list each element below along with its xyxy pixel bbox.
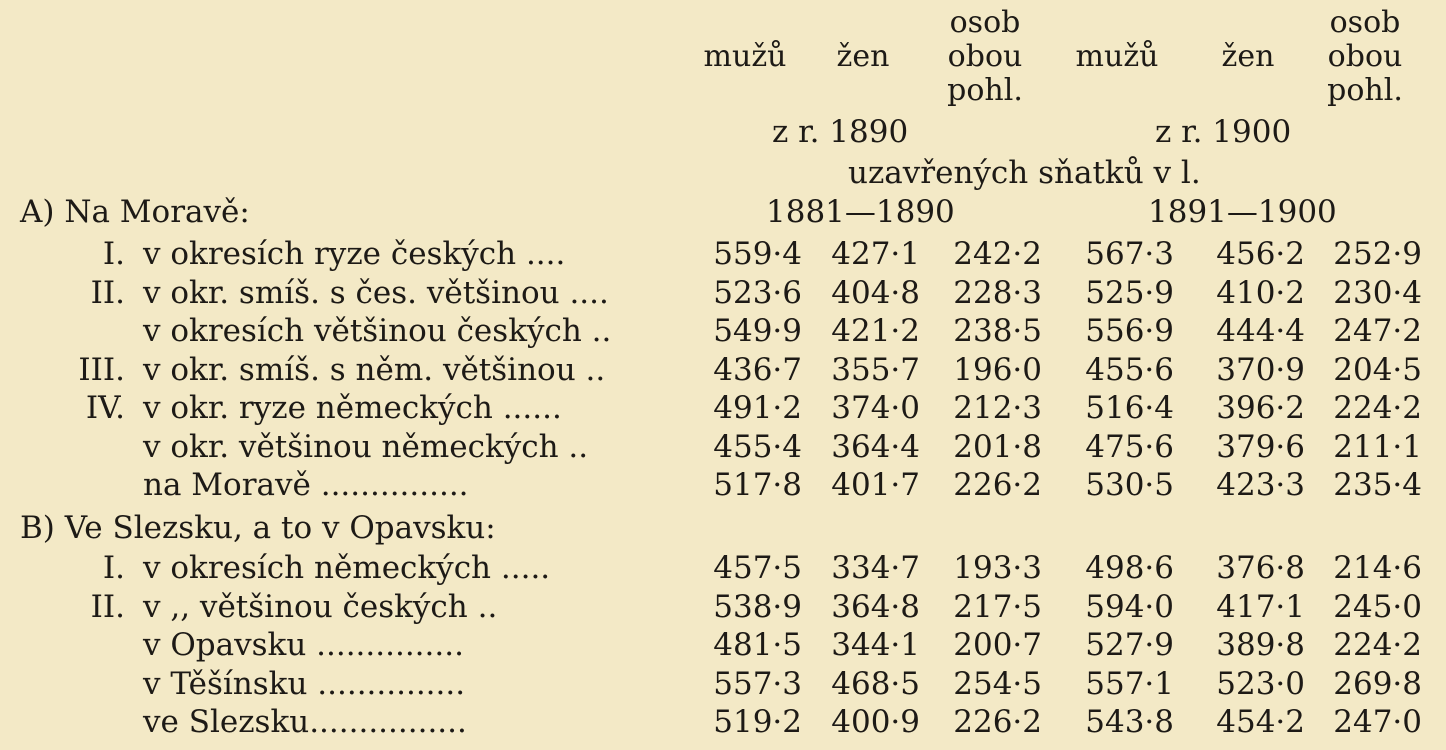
cell-value: 379·6 (1216, 428, 1305, 465)
cell-value: 523·0 (1216, 665, 1305, 702)
cell-value: 334·7 (831, 550, 920, 586)
cell-value: 226·2 (953, 467, 1042, 503)
cell-value: 468·5 (831, 665, 920, 702)
cell-value: 196·0 (953, 351, 1042, 388)
row-label: v Těšínsku ............... (143, 665, 466, 702)
row-roman-numeral: IV. (85, 390, 125, 426)
cell-value: 214·6 (1333, 550, 1422, 586)
header-osob-2-line2: obou (1327, 39, 1403, 74)
cell-value: 364·8 (831, 588, 920, 625)
cell-value: 543·8 (1085, 704, 1174, 740)
cell-value: 481·5 (713, 627, 802, 663)
cell-value: 252·9 (1333, 236, 1422, 272)
cell-value: 516·4 (1085, 390, 1174, 426)
cell-value: 230·4 (1333, 274, 1422, 311)
cell-value: 530·5 (1085, 467, 1174, 503)
cell-value: 454·2 (1216, 704, 1305, 740)
header-osob-1-line1: osob (949, 5, 1021, 40)
cell-value: 417·1 (1216, 588, 1305, 625)
row-label: v okr. smíš. s něm. většinou .. (143, 351, 606, 388)
cell-value: 559·4 (713, 236, 802, 272)
cell-value: 557·1 (1085, 665, 1174, 702)
cell-value: 217·5 (953, 588, 1042, 625)
cell-value: 400·9 (831, 704, 920, 740)
cell-value: 200·7 (953, 627, 1042, 663)
row-label: v okr. většinou německých .. (143, 428, 589, 465)
cell-value: 211·1 (1333, 428, 1422, 465)
cell-value: 364·4 (831, 428, 920, 465)
cell-value: 557·3 (713, 665, 802, 702)
cell-value: 423·3 (1216, 467, 1305, 503)
row-label: v okresích většinou českých .. (143, 313, 612, 349)
cell-value: 401·7 (831, 467, 920, 503)
cell-value: 594·0 (1085, 588, 1174, 625)
row-roman-numeral: I. (102, 236, 125, 272)
section-a-title: A) Na Moravě: (20, 194, 250, 230)
row-roman-numeral: II. (90, 274, 125, 311)
row-roman-numeral: II. (90, 588, 125, 625)
cell-value: 374·0 (831, 390, 920, 426)
cell-value: 527·9 (1085, 627, 1174, 663)
cell-value: 242·2 (953, 236, 1042, 272)
cell-value: 421·2 (831, 313, 920, 349)
cell-value: 456·2 (1216, 236, 1305, 272)
row-label: v okr. smíš. s čes. většinou .... (143, 274, 609, 311)
cell-value: 455·6 (1085, 351, 1174, 388)
row-roman-numeral: I. (102, 550, 125, 586)
header-osob-1-line2: obou (947, 39, 1023, 74)
cell-value: 245·0 (1333, 588, 1422, 625)
cell-value: 228·3 (953, 274, 1042, 311)
header-year-1890: z r. 1890 (772, 114, 909, 150)
cell-value: 247·2 (1333, 313, 1422, 349)
header-zen-2: žen (1221, 39, 1275, 74)
cell-value: 224·2 (1333, 390, 1422, 426)
cell-value: 427·1 (831, 236, 920, 272)
row-roman-numeral: III. (78, 351, 125, 388)
cell-value: 491·2 (713, 390, 802, 426)
header-zen-1: žen (836, 39, 890, 74)
cell-value: 549·9 (713, 313, 802, 349)
cell-value: 556·9 (1085, 313, 1174, 349)
cell-value: 519·2 (713, 704, 802, 740)
cell-value: 498·6 (1085, 550, 1174, 586)
cell-value: 247·0 (1333, 704, 1422, 740)
cell-value: 193·3 (953, 550, 1042, 586)
cell-value: 254·5 (953, 665, 1042, 702)
cell-value: 224·2 (1333, 627, 1422, 663)
cell-value: 404·8 (831, 274, 920, 311)
cell-value: 455·4 (713, 428, 802, 465)
cell-value: 389·8 (1216, 627, 1305, 663)
cell-value: 370·9 (1216, 351, 1305, 388)
header-muzu-1: mužů (703, 39, 787, 74)
cell-value: 212·3 (953, 390, 1042, 426)
cell-value: 436·7 (713, 351, 802, 388)
cell-value: 457·5 (713, 550, 802, 586)
cell-value: 355·7 (831, 351, 920, 388)
cell-value: 525·9 (1085, 274, 1174, 311)
header-muzu-2: mužů (1075, 39, 1159, 74)
cell-value: 201·8 (953, 428, 1042, 465)
header-marriages: uzavřených sňatků v l. (848, 155, 1201, 191)
cell-value: 226·2 (953, 704, 1042, 740)
header-osob-2-line3: pohl. (1327, 73, 1403, 108)
header-osob-2-line1: osob (1329, 5, 1401, 40)
row-label: v ,, většinou českých .. (143, 588, 498, 625)
cell-value: 235·4 (1333, 467, 1422, 503)
cell-value: 538·9 (713, 588, 802, 625)
row-label: v okr. ryze německých ...... (143, 390, 562, 426)
cell-value: 517·8 (713, 467, 802, 503)
header-period-2: 1891—1900 (1148, 194, 1337, 230)
header-year-1900: z r. 1900 (1155, 114, 1292, 150)
cell-value: 269·8 (1333, 665, 1422, 702)
cell-value: 567·3 (1085, 236, 1174, 272)
row-label: v Opavsku ............... (143, 627, 464, 663)
cell-value: 444·4 (1216, 313, 1305, 349)
cell-value: 410·2 (1216, 274, 1305, 311)
header-period-1: 1881—1890 (766, 194, 955, 230)
row-label: v okresích německých ..... (143, 550, 551, 586)
cell-value: 523·6 (713, 274, 802, 311)
section-b-title: B) Ve Slezsku, a to v Opavsku: (20, 510, 496, 546)
row-label: v okresích ryze českých .... (143, 236, 566, 272)
header-osob-1-line3: pohl. (947, 73, 1023, 108)
row-label: na Moravě ............... (143, 467, 469, 503)
cell-value: 376·8 (1216, 550, 1305, 586)
cell-value: 396·2 (1216, 390, 1305, 426)
cell-value: 204·5 (1333, 351, 1422, 388)
cell-value: 344·1 (831, 627, 920, 663)
cell-value: 238·5 (953, 313, 1042, 349)
cell-value: 475·6 (1085, 428, 1174, 465)
row-label: ve Slezsku................ (143, 704, 467, 740)
